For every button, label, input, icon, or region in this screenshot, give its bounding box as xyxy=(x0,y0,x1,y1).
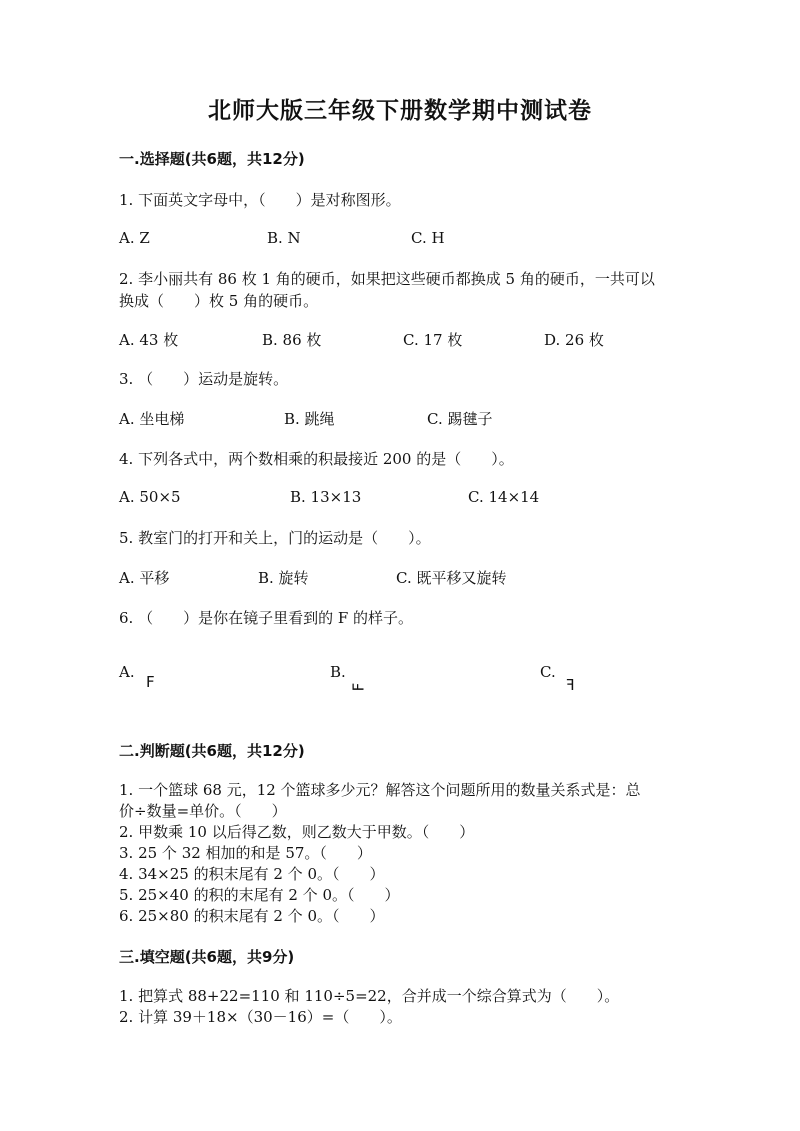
q2-option-b: B. 86 枚 xyxy=(262,331,322,349)
tf-line: 3. 25 个 32 相加的和是 57。（ ） xyxy=(119,844,372,862)
tf-line: 1. 一个篮球 68 元，12 个篮球多少元？解答这个问题所用的数量关系式是：总 xyxy=(119,781,641,799)
tf-line: 4. 34×25 的积末尾有 2 个 0。（ ） xyxy=(119,865,385,883)
question-5: 5. 教室门的打开和关上，门的运动是（ ）。 xyxy=(119,529,431,547)
q1-option-a: A. Z xyxy=(119,229,150,247)
q2-option-a: A. 43 枚 xyxy=(119,331,179,349)
question-2-line-1: 2. 李小丽共有 86 枚 1 角的硬币，如果把这些硬币都换成 5 角的硬币，一共可以 xyxy=(119,270,655,288)
q6-option-b-f-figure: F xyxy=(349,682,368,692)
section-heading-fill-in: 三.填空题(共6题，共9分) xyxy=(119,948,295,966)
q6-option-c-f-figure: F xyxy=(566,676,575,694)
question-3: 3. （ ）运动是旋转。 xyxy=(119,370,289,388)
tf-line: 6. 25×80 的积末尾有 2 个 0。（ ） xyxy=(119,907,385,925)
q4-option-b: B. 13×13 xyxy=(290,488,362,506)
fill-in-question-2: 2. 计算 39＋18×（30－16）=（ ）。 xyxy=(119,1008,402,1026)
q3-option-c: C. 踢毽子 xyxy=(427,410,493,428)
q3-option-b: B. 跳绳 xyxy=(284,410,335,428)
q1-option-c: C. H xyxy=(411,229,445,247)
q4-option-c: C. 14×14 xyxy=(468,488,540,506)
q2-option-c: C. 17 枚 xyxy=(403,331,463,349)
fill-in-question-1: 1. 把算式 88+22=110 和 110÷5=22，合并成一个综合算式为（ ）。 xyxy=(119,987,620,1005)
q6-option-a: A. xyxy=(119,663,135,681)
question-2-line-2: 换成（ ）枚 5 角的硬币。 xyxy=(119,292,319,310)
section-heading-true-false: 二.判断题(共6题，共12分) xyxy=(119,742,305,760)
q4-option-a: A. 50×5 xyxy=(119,488,181,506)
q5-option-b: B. 旋转 xyxy=(258,569,309,587)
tf-line: 价÷数量=单价。（ ） xyxy=(119,802,287,820)
tf-line: 5. 25×40 的积的末尾有 2 个 0。（ ） xyxy=(119,886,400,904)
q1-option-b: B. N xyxy=(267,229,301,247)
tf-line: 2. 甲数乘 10 以后得乙数，则乙数大于甲数。（ ） xyxy=(119,823,475,841)
question-1: 1. 下面英文字母中，（ ）是对称图形。 xyxy=(119,191,401,209)
question-4: 4. 下列各式中，两个数相乘的积最接近 200 的是（ ）。 xyxy=(119,450,514,468)
q5-option-c: C. 既平移又旋转 xyxy=(396,569,507,587)
q3-option-a: A. 坐电梯 xyxy=(119,410,185,428)
q6-option-a-f-figure: F xyxy=(146,673,155,691)
q2-option-d: D. 26 枚 xyxy=(544,331,604,349)
page-title: 北师大版三年级下册数学期中测试卷 xyxy=(208,98,592,124)
q6-option-b: B. xyxy=(330,663,346,681)
section-heading-choice: 一.选择题(共6题，共12分) xyxy=(119,150,305,168)
q6-option-c: C. xyxy=(540,663,556,681)
q5-option-a: A. 平移 xyxy=(119,569,170,587)
question-6: 6. （ ）是你在镜子里看到的 F 的样子。 xyxy=(119,609,414,627)
